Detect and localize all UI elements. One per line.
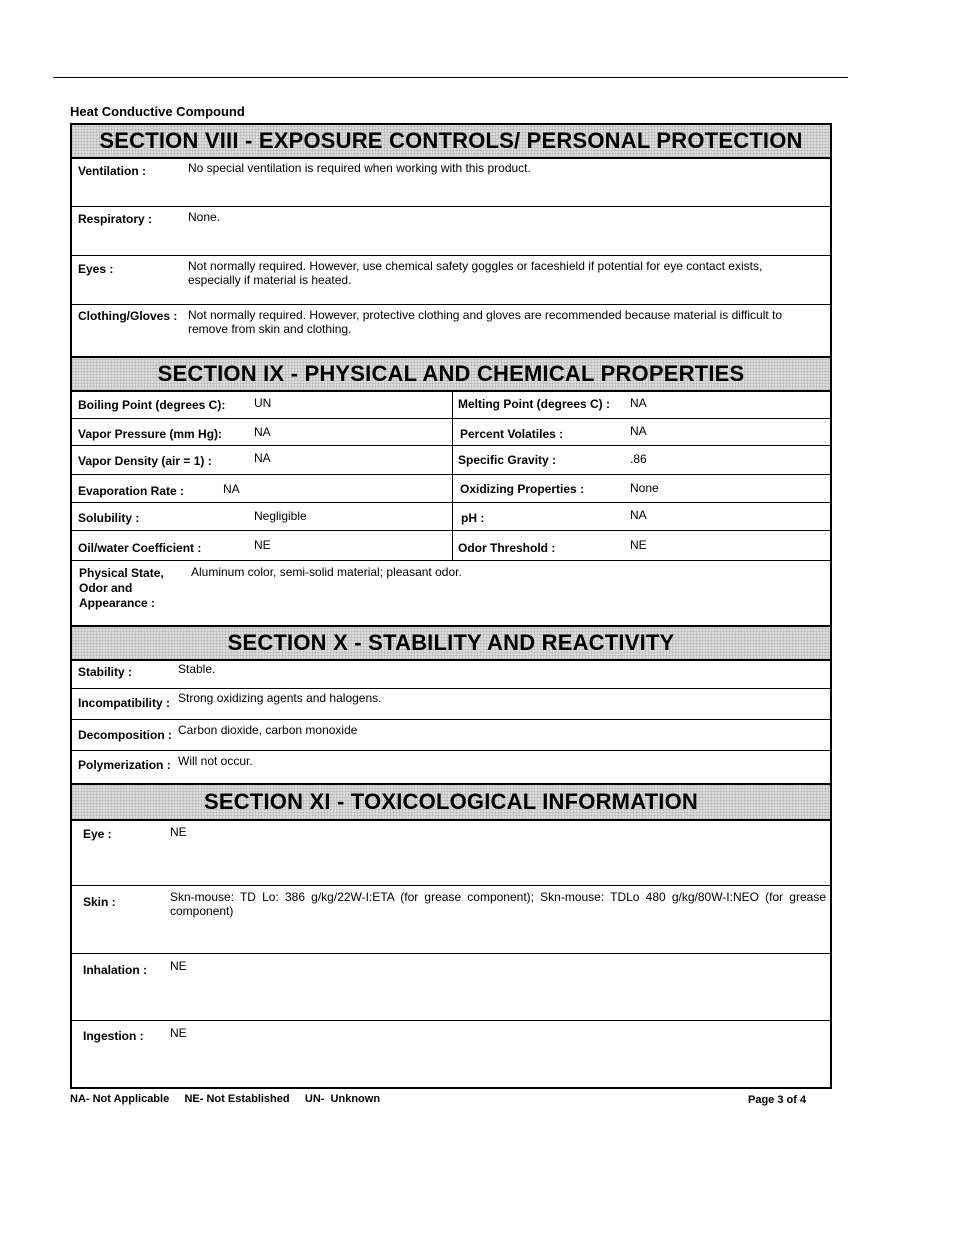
tox-ingestion-row xyxy=(72,1021,830,1087)
respiratory-value: None. xyxy=(188,210,221,224)
incompatibility-label: Incompatibility : xyxy=(78,696,171,710)
property-label: Evaporation Rate : xyxy=(78,484,185,498)
decomposition-label: Decomposition : xyxy=(78,728,173,742)
section-11-heading xyxy=(70,783,832,821)
polymerization-label: Polymerization : xyxy=(78,758,171,772)
property-value: NE xyxy=(254,538,271,552)
clothing-gloves-row xyxy=(72,305,830,357)
clothing-gloves-value: Not normally required. However, protective clothing and gloves are recommended because material is difficult to remove from skin and clothing. xyxy=(188,308,783,336)
property-row xyxy=(72,475,830,503)
property-label: Percent Volatiles : xyxy=(460,427,564,441)
tox-ingestion-value: NE xyxy=(170,1026,187,1040)
property-label: Boiling Point (degrees C): xyxy=(78,398,226,412)
section-11-body xyxy=(70,819,832,1089)
property-row xyxy=(72,446,830,475)
tox-inhalation-label: Inhalation : xyxy=(83,963,147,977)
incompatibility-value: Strong oxidizing agents and halogens. xyxy=(178,691,382,705)
ventilation-row xyxy=(72,157,830,207)
polymerization-row xyxy=(72,751,830,784)
polymerization-value: Will not occur. xyxy=(178,754,253,768)
page-number: Page 3 of 4 xyxy=(748,1094,807,1106)
tox-inhalation-row xyxy=(72,954,830,1021)
property-value: None xyxy=(630,481,659,495)
eyes-row xyxy=(72,256,830,305)
property-row xyxy=(72,419,830,446)
property-value: NA xyxy=(254,451,271,465)
header-rule xyxy=(53,77,848,78)
msds-form xyxy=(70,123,832,1089)
respiratory-label: Respiratory : xyxy=(78,212,153,226)
property-value: .86 xyxy=(630,452,647,466)
stability-value: Stable. xyxy=(178,662,216,676)
property-value: NE xyxy=(630,538,647,552)
ventilation-value: No special ventilation is required when working with this product. xyxy=(188,161,531,175)
section-8-heading-text: SECTION VIII - EXPOSURE CONTROLS/ PERSONAL PROTECTION xyxy=(99,128,803,153)
physical-state-label: Physical State, Odor and Appearance : xyxy=(79,566,164,610)
section-8-body xyxy=(70,157,832,357)
clothing-gloves-label: Clothing/Gloves : xyxy=(78,309,178,323)
section-11-heading-text: SECTION XI - TOXICOLOGICAL INFORMATION xyxy=(203,789,699,814)
property-value: Negligible xyxy=(254,509,307,523)
property-label: Vapor Pressure (mm Hg): xyxy=(78,427,223,441)
physical-state-value: Aluminum color, semi-solid material; pleasant odor. xyxy=(191,565,462,579)
eyes-label: Eyes : xyxy=(78,262,114,276)
tox-inhalation-value: NE xyxy=(170,959,187,973)
eyes-value: Not normally required. However, use chemical safety goggles or faceshield if potential for eye contact exists, especially if material is heated. xyxy=(188,259,763,287)
stability-label: Stability : xyxy=(78,665,133,679)
respiratory-row xyxy=(72,207,830,256)
abbreviation-legend: NA- Not Applicable NE- Not Established UN- Unknown xyxy=(70,1093,381,1105)
property-value: NA xyxy=(630,424,647,438)
property-value: NA xyxy=(630,396,647,410)
property-value: NA xyxy=(223,482,240,496)
property-value: NA xyxy=(630,508,647,522)
tox-eye-value: NE xyxy=(170,825,187,839)
property-value: UN xyxy=(254,396,272,410)
decomposition-value: Carbon dioxide, carbon monoxide xyxy=(178,723,358,737)
section-10-heading-text: SECTION X - STABILITY AND REACTIVITY xyxy=(227,630,675,655)
section-9-heading xyxy=(70,356,832,392)
section-8-heading xyxy=(70,123,832,159)
property-label: Solubility : xyxy=(78,511,140,525)
property-label: Specific Gravity : xyxy=(458,453,557,467)
physical-state-row xyxy=(72,561,830,626)
ventilation-label: Ventilation : xyxy=(78,164,147,178)
property-row xyxy=(72,503,830,531)
tox-eye-label: Eye : xyxy=(83,827,112,841)
section-9-heading-text: SECTION IX - PHYSICAL AND CHEMICAL PROPERTIES xyxy=(157,361,745,386)
property-label: Vapor Density (air = 1) : xyxy=(78,454,212,468)
property-label: Odor Threshold : xyxy=(458,541,556,555)
section-10-body xyxy=(70,659,832,784)
property-label: pH : xyxy=(461,511,485,525)
property-label: Oil/water Coefficient : xyxy=(78,541,202,555)
section-9-body xyxy=(70,390,832,626)
property-row xyxy=(72,531,830,561)
property-row xyxy=(72,390,830,419)
stability-row xyxy=(72,659,830,689)
incompatibility-row xyxy=(72,689,830,720)
tox-skin-value: Skn-mouse: TD Lo: 386 g/kg/22W-I:ETA (for grease component); Skn-mouse: TDLo 480 g/kg/80W-I:NEO (for grease component) xyxy=(170,890,826,918)
tox-skin-row xyxy=(72,886,830,954)
document-title: Heat Conductive Compound xyxy=(70,104,245,119)
property-value: NA xyxy=(254,425,271,439)
property-label: Oxidizing Properties : xyxy=(460,482,585,496)
tox-ingestion-label: Ingestion : xyxy=(83,1029,144,1043)
section-10-heading xyxy=(70,625,832,661)
tox-skin-label: Skin : xyxy=(83,895,116,909)
tox-eye-row xyxy=(72,819,830,886)
decomposition-row xyxy=(72,720,830,751)
property-label: Melting Point (degrees C) : xyxy=(458,397,611,411)
